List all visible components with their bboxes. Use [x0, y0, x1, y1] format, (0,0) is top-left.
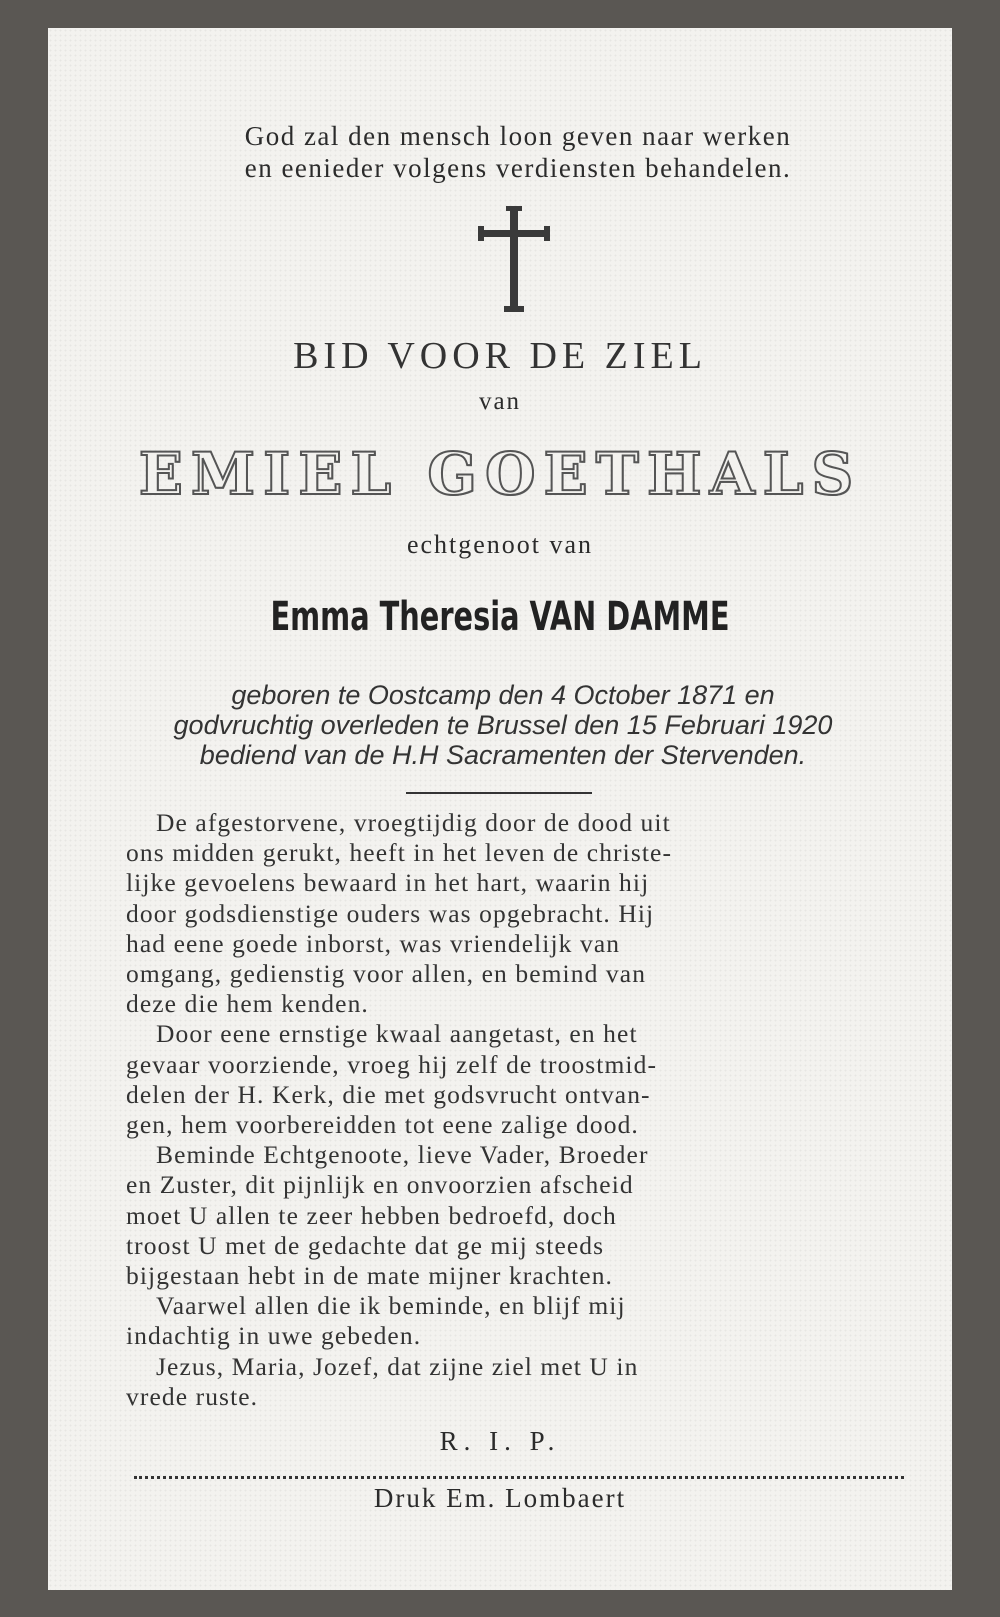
body-line: Door eene ernstige kwaal aangetast, en het: [156, 1019, 638, 1049]
body-line: gevaar voorziende, vroeg hij zelf de troostmid-: [126, 1049, 658, 1079]
heading: BID VOOR DE ZIEL: [293, 335, 707, 377]
body-line: troost U met de gedachte dat ge mij steeds: [126, 1230, 605, 1260]
body-line: door godsdienstige ouders was opgebracht. Hij: [126, 898, 655, 928]
memorial-card: [48, 28, 952, 1590]
body-line: De afgestorvene, vroegtijdig door de dood uit: [156, 808, 671, 837]
dotted-divider: [134, 1476, 904, 1479]
body-line: Jezus, Maria, Jozef, dat zijne ziel met U in: [156, 1351, 639, 1381]
epigraph-line: en eenieder volgens verdiensten behandelen.: [244, 153, 792, 183]
divider: [406, 792, 592, 794]
epigraph: [148, 120, 888, 184]
body-line: Beminde Echtgenoote, lieve Vader, Broeder: [156, 1140, 649, 1170]
rip: R. I. P.: [439, 1426, 561, 1456]
birth-death-line: bediend van de H.H Sacramenten der Stervenden.: [199, 740, 807, 770]
body-line: ons midden gerukt, heeft in het leven de christe-: [126, 838, 673, 868]
body-line: deze die hem kenden.: [126, 989, 369, 1019]
body-line: vrede ruste.: [126, 1381, 259, 1411]
body-line: had eene goede inborst, was vriendelijk van: [126, 928, 621, 958]
body-text: [126, 808, 856, 1412]
body-line: Vaarwel allen die ik beminde, en blijf mij: [156, 1291, 626, 1321]
birth-death-line: geboren te Oostcamp den 4 October 1871 en: [231, 680, 775, 710]
van-label: van: [478, 388, 522, 415]
body-line: moet U allen te zeer hebben bedroefd, doch: [126, 1200, 617, 1230]
body-line: omgang, gedienstig voor allen, en bemind van: [126, 959, 647, 989]
body-line: lijke gevoelens bewaard in het hart, waarin hij: [126, 868, 650, 898]
birth-death-details: [118, 680, 888, 770]
deceased-name: EMIEL GOETHALS: [138, 440, 862, 508]
body-line: delen der H. Kerk, die met godsvrucht ontvan-: [126, 1079, 651, 1109]
printer-credit: Druk Em. Lombaert: [373, 1483, 627, 1513]
cross-icon: [464, 204, 564, 314]
body-line: en Zuster, dit pijnlijk en onvoorzien afscheid: [126, 1170, 634, 1200]
body-line: indachtig in uwe gebeden.: [126, 1321, 422, 1351]
spouse-name: Emma Theresia VAN DAMME: [270, 594, 730, 640]
epigraph-line: God zal den mensch loon geven naar werken: [244, 121, 792, 151]
body-line: bijgestaan hebt in de mate mijner krachten.: [126, 1261, 614, 1291]
spouse-of-label: echtgenoot van: [406, 530, 594, 559]
body-line: gen, hem voorbereidden tot eene zalige dood.: [126, 1110, 639, 1140]
birth-death-line: godvruchtig overleden te Brussel den 15 Februari 1920: [173, 710, 833, 740]
